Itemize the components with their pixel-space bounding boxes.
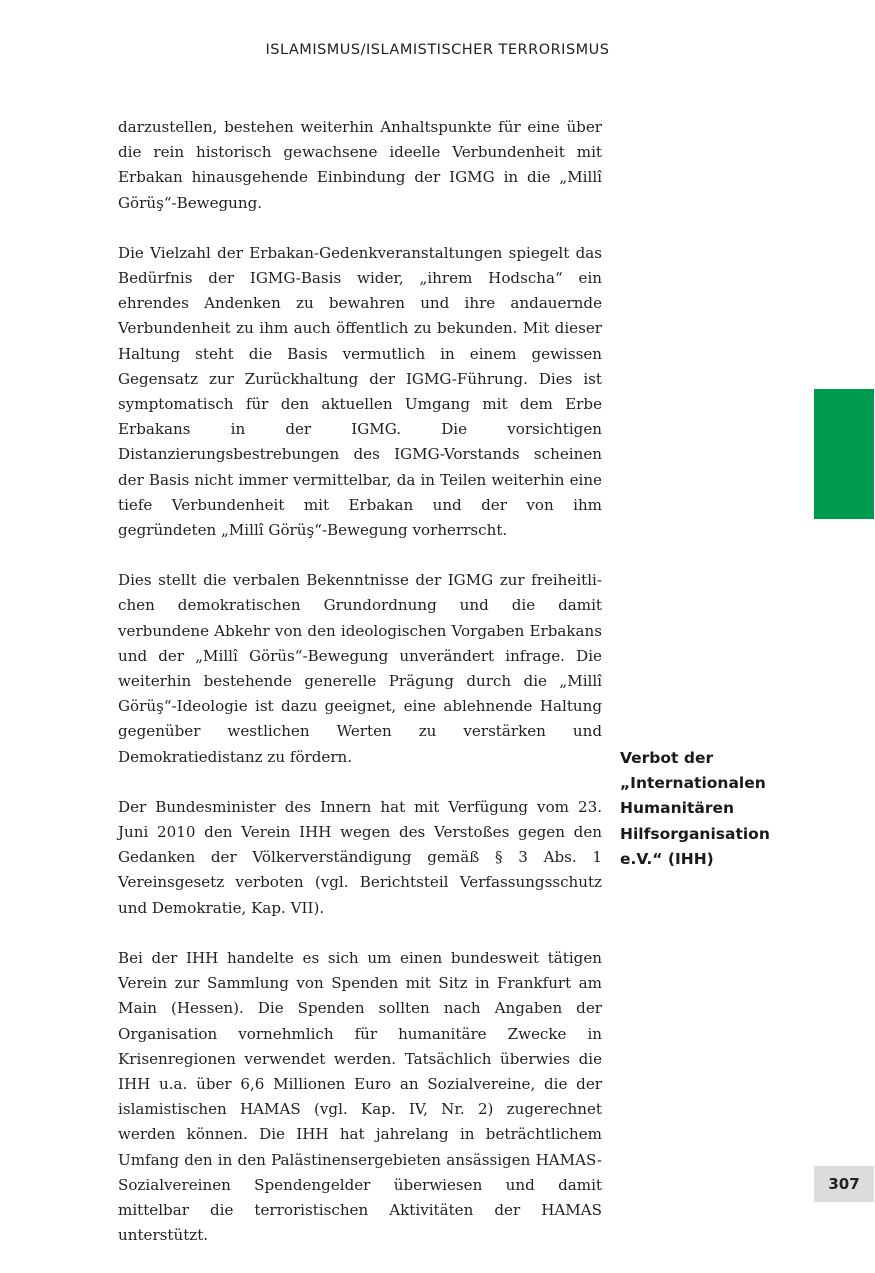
margin-heading xyxy=(620,746,790,872)
paragraph: Bei der IHH handelte es sich um einen bundesweit tätigen Verein zur Sammlung von Spenden mit Sitz in Frankfurt am Main (Hessen). Die Spenden sollten nach Angaben der Organisation vornehmlich für humanitäre Zwecke in Krisenregionen verwendet werden. Tatsächlich überwies die IHH u.a. über 6,6 Millionen Euro an Sozialvereine, die der islamistischen HAMAS (vgl. Kap. IV, Nr. 2) zugerechnet werden können. Die IHH hat jahrelang in beträchtlichem Umfang den in den Palästinensergebieten ansässigen HAMAS-Sozialvereinen Spendengelder überwiesen und damit mittelbar die terroristischen Aktivitäten der HAMAS unterstützt. xyxy=(118,948,602,1245)
paragraph: Der Bundesminister des Innern hat mit Verfügung vom 23. Juni 2010 den Verein IHH wegen des Verstoßes gegen den Gedanken der Völkerverständigung gemäß § 3 Abs. 1 Vereinsgesetz verboten (vgl. Berichtsteil Verfassungsschutz und Demokratie, Kap. VII). xyxy=(118,797,602,917)
margin-heading-line: Humanitären xyxy=(620,799,735,818)
chapter-tab-marker xyxy=(814,389,874,519)
margin-heading-line: e.V.“ (IHH) xyxy=(620,849,714,868)
body-text xyxy=(118,115,602,1273)
margin-heading-line: „Internationalen xyxy=(620,774,766,793)
paragraph: Dies stellt die verbalen Bekenntnisse der IGMG zur freiheitlichen demokratischen Grundordnung und die damit verbundene Abkehr von den ideologischen Vorgaben Erbakans und der „Millî Görüs“-Bewegung unverändert infrage. Die weiterhin bestehende generelle Prägung durch die „Millî Görüş“-Ideologie ist dazu geeignet, eine ablehnende Haltung gegenüber westlichen Werten zu verstärken und Demokratiedistanz zu fördern. xyxy=(118,571,602,766)
paragraph: darzustellen, bestehen weiterhin Anhaltspunkte für eine über die rein historisch gewachsene ideelle Verbundenheit mit Erbakan hinausgehende Einbindung der IGMG in die „Millî Görüş“-Bewegung. xyxy=(118,118,602,212)
margin-heading-line: Hilfsorganisation xyxy=(620,824,770,843)
paragraph: Die Vielzahl der Erbakan-Gedenkveranstaltungen spiegelt das Bedürfnis der IGMG-Basis wider, „ihrem Hodscha“ ein ehrendes Andenken zu bewahren und ihre andauernde Verbundenheit zu ihm auch öffentlich zu bekunden. Mit dieser Haltung steht die Basis vermutlich in einem gewissen Gegensatz zur Zurückhaltung der IGMG-Führung. Dies ist symptomatisch für den aktuellen Umgang mit dem Erbe Erbakans in der IGMG. Die vorsichtigen Distanzierungsbestrebungen des IGMG-Vorstands scheinen der Basis nicht immer vermittelbar, da in Teilen weiterhin eine tiefe Verbundenheit mit Erbakan und der von ihm gegründeten „Millî Görüş“-Bewegung vorherrscht. xyxy=(118,243,602,540)
page-number: 307 xyxy=(814,1166,874,1202)
margin-heading-line: Verbot der xyxy=(620,749,714,767)
running-head: ISLAMISMUS/ISLAMISTISCHER TERRORISMUS xyxy=(265,42,610,58)
